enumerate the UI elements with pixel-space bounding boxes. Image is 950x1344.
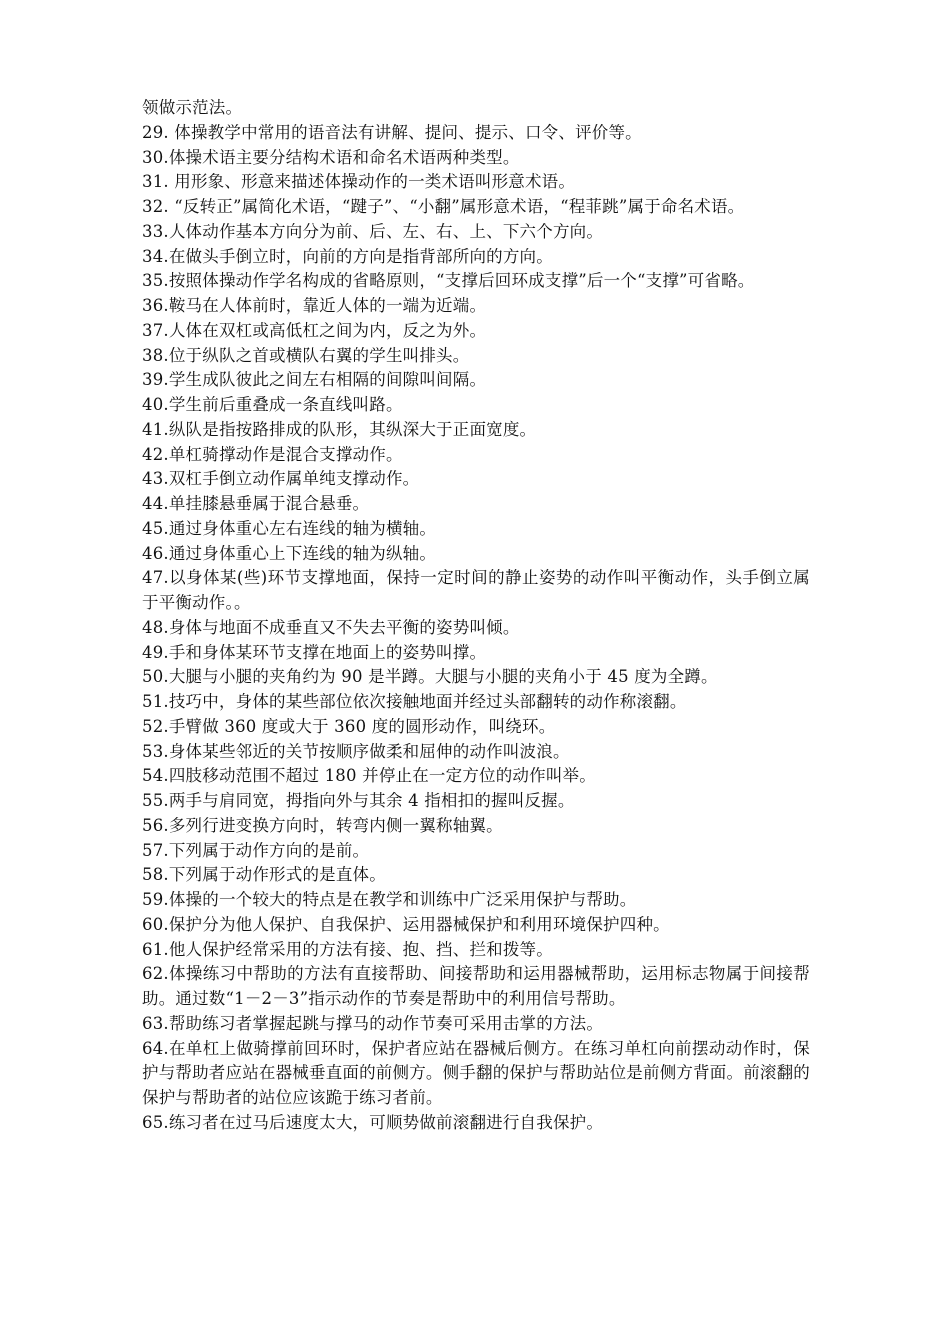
paragraph: 30.体操术语主要分结构术语和命名术语两种类型。 bbox=[142, 147, 520, 167]
paragraph: 56.多列行进变换方向时，转弯内侧一翼称轴翼。 bbox=[142, 815, 503, 835]
paragraph: 40.学生前后重叠成一条直线叫路。 bbox=[142, 395, 403, 414]
paragraph: 29. 体操教学中常用的语音法有讲解、提问、提示、口令、评价等。 bbox=[142, 122, 642, 142]
paragraph: 63.帮助练习者掌握起跳与撑马的动作节奏可采用击掌的方法。 bbox=[142, 1013, 604, 1033]
paragraph: 62.体操练习中帮助的方法有直接帮助、间接帮助和运用器械帮助，运用标志物属于间接帮助。通过数“1－2－3”指示动作的节奏是帮助中的利用信号帮助。 bbox=[142, 964, 810, 1008]
paragraph: 领做示范法。 bbox=[142, 98, 243, 117]
paragraph: 57.下列属于动作方向的是前。 bbox=[142, 840, 370, 860]
paragraph: 64.在单杠上做骑撑前回环时，保护者应站在器械后侧方。在练习单杠向前摆动动作时，保护与帮助者应站在器械垂直面的前侧方。侧手翻的保护与帮助站位是前侧方背面。前滚翻的保护与帮助者的站位应该跪于练习者前。 bbox=[142, 1038, 810, 1107]
paragraph: 41.纵队是指按路排成的队形，其纵深大于正面宽度。 bbox=[142, 419, 537, 439]
paragraph: 59.体操的一个较大的特点是在教学和训练中广泛采用保护与帮助。 bbox=[142, 890, 637, 909]
paragraph: 38.位于纵队之首或横队右翼的学生叫排头。 bbox=[142, 345, 470, 365]
paragraph: 54.四肢移动范围不超过 180 并停止在一定方位的动作叫举。 bbox=[142, 766, 596, 786]
paragraph: 58.下列属于动作形式的是直体。 bbox=[142, 865, 386, 885]
paragraph: 55.两手与肩同宽，拇指向外与其余 4 指相扣的握叫反握。 bbox=[142, 791, 575, 810]
paragraph: 32. “反转正”属简化术语，“踺子”、“小翻”属形意术语，“程菲跳”属于命名术语。 bbox=[142, 197, 745, 216]
paragraph: 61.他人保护经常采用的方法有接、抱、挡、拦和拨等。 bbox=[142, 939, 553, 959]
paragraph: 53.身体某些邻近的关节按顺序做柔和屈伸的动作叫波浪。 bbox=[142, 741, 570, 761]
paragraph: 46.通过身体重心上下连线的轴为纵轴。 bbox=[142, 543, 437, 563]
paragraph: 49.手和身体某环节支撑在地面上的姿势叫撑。 bbox=[142, 642, 487, 662]
paragraph: 35.按照体操动作学名构成的省略原则，“支撑后回环成支撑”后一个“支撑”可省略。 bbox=[142, 271, 755, 291]
paragraph: 60.保护分为他人保护、自我保护、运用器械保护和利用环境保护四种。 bbox=[142, 914, 670, 934]
paragraph: 42.单杠骑撑动作是混合支撑动作。 bbox=[142, 444, 403, 464]
paragraph: 65.练习者在过马后速度太大，可顺势做前滚翻进行自我保护。 bbox=[142, 1112, 604, 1132]
paragraph: 34.在做头手倒立时，向前的方向是指背部所向的方向。 bbox=[142, 246, 553, 266]
paragraph: 43.双杠手倒立动作属单纯支撑动作。 bbox=[142, 469, 420, 489]
paragraph: 33.人体动作基本方向分为前、后、左、右、上、下六个方向。 bbox=[142, 221, 604, 241]
paragraph: 39.学生成队彼此之间左右相隔的间隙叫间隔。 bbox=[142, 370, 487, 390]
paragraph: 47.以身体某(些)环节支撑地面，保持一定时间的静止姿势的动作叫平衡动作，头手倒立属于平衡动作。。 bbox=[142, 568, 810, 612]
paragraph: 51.技巧中，身体的某些部位依次接触地面并经过头部翻转的动作称滚翻。 bbox=[142, 692, 687, 711]
paragraph: 36.鞍马在人体前时，靠近人体的一端为近端。 bbox=[142, 296, 487, 315]
paragraph: 50.大腿与小腿的夹角约为 90 是半蹲。大腿与小腿的夹角小于 45 度为全蹲。 bbox=[142, 667, 718, 687]
paragraph: 48.身体与地面不成垂直又不失去平衡的姿势叫倾。 bbox=[142, 617, 520, 637]
paragraph: 44.单挂膝悬垂属于混合悬垂。 bbox=[142, 494, 370, 513]
paragraph: 52.手臂做 360 度或大于 360 度的圆形动作，叫绕环。 bbox=[142, 716, 556, 736]
paragraph: 31. 用形象、形意来描述体操动作的一类术语叫形意术语。 bbox=[142, 172, 576, 192]
paragraph: 37.人体在双杠或高低杠之间为内，反之为外。 bbox=[142, 320, 487, 340]
paragraph: 45.通过身体重心左右连线的轴为横轴。 bbox=[142, 518, 437, 538]
document-body bbox=[142, 96, 810, 1136]
